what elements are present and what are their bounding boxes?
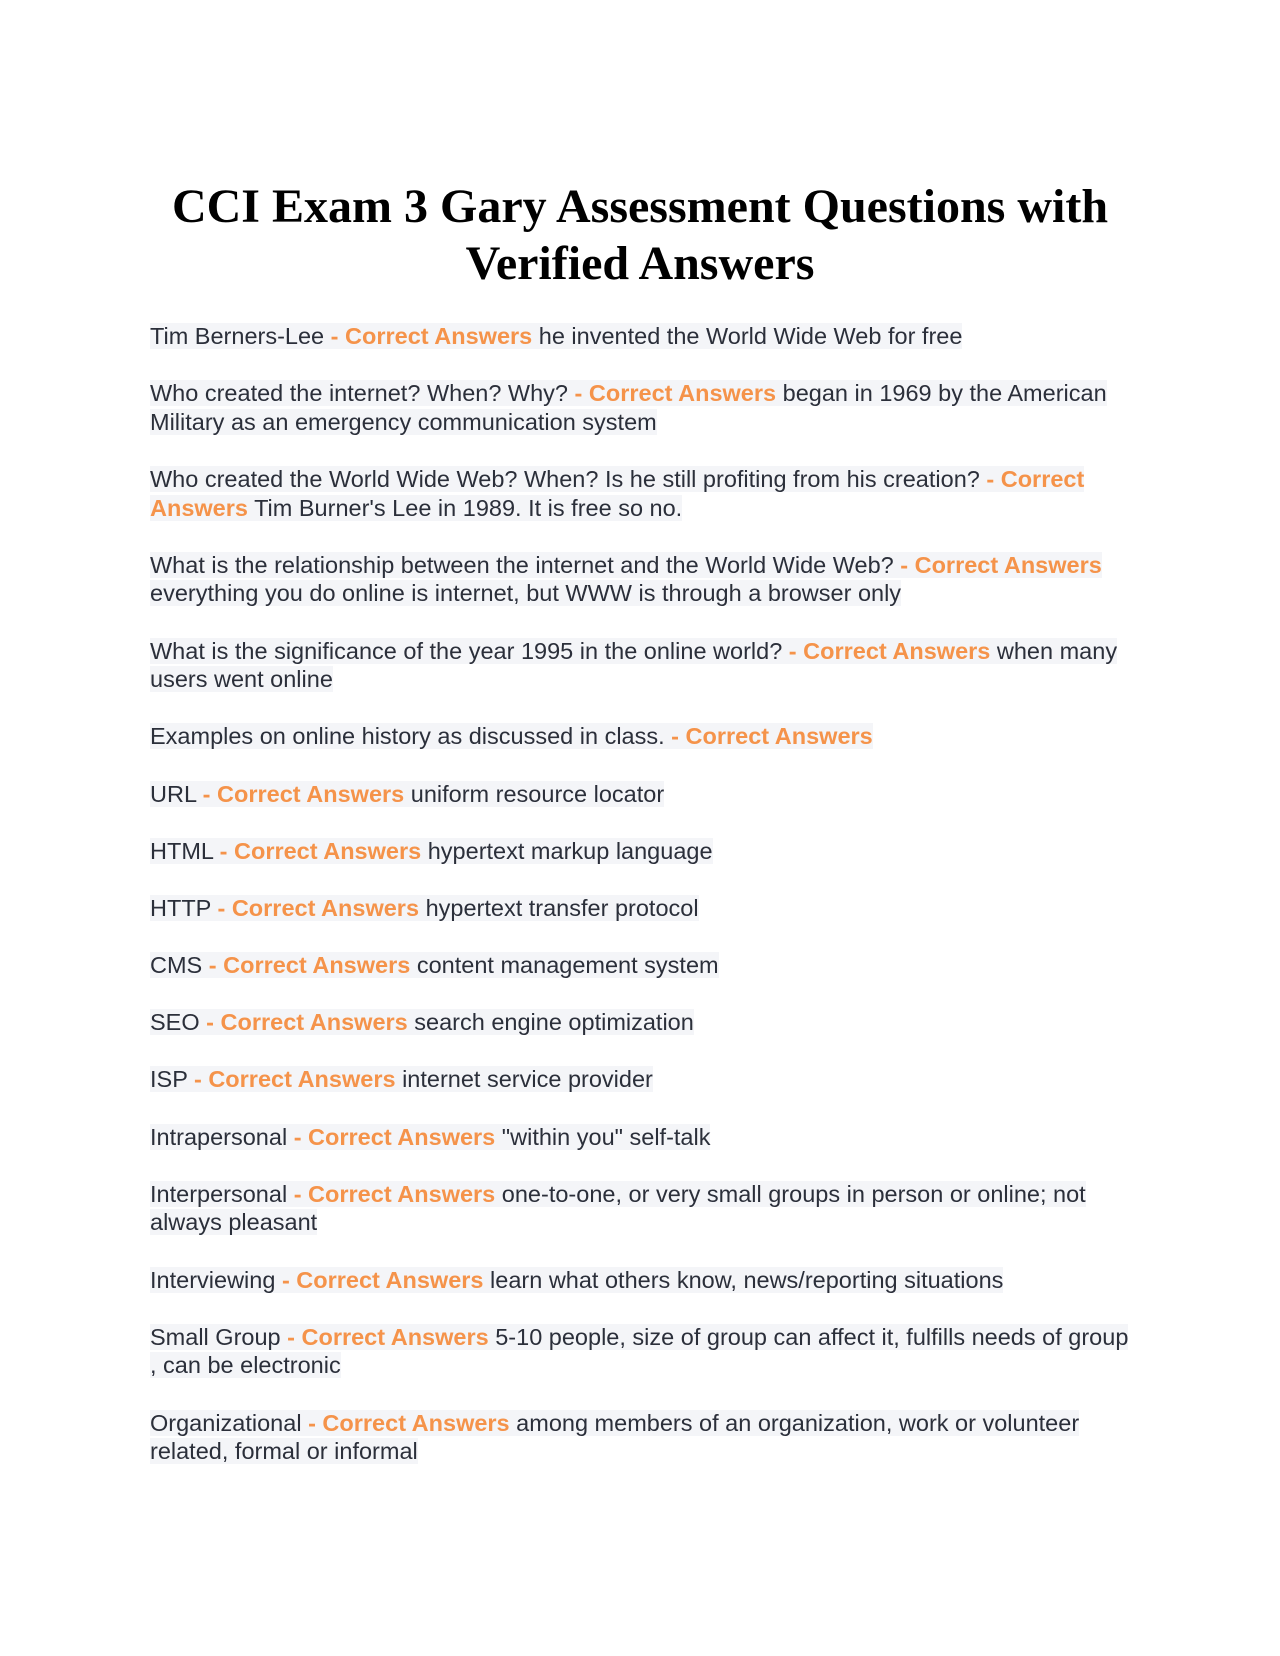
- correct-answers-label: - Correct Answers: [788, 637, 991, 664]
- qa-highlight: [150, 638, 1117, 693]
- qa-highlight: [150, 1066, 653, 1092]
- correct-answers-label: - Correct Answers: [208, 952, 411, 979]
- question-text: Intrapersonal: [150, 1123, 288, 1150]
- qa-item: [150, 1123, 1130, 1152]
- qa-item: [150, 1266, 1130, 1295]
- correct-answers-label: - Correct Answers: [150, 465, 1085, 521]
- correct-answers-label: - Correct Answers: [219, 837, 422, 864]
- answer-text: search engine optimization: [414, 1009, 694, 1036]
- correct-answers-label: - Correct Answers: [330, 323, 533, 349]
- correct-answers-label: - Correct Answers: [293, 1180, 496, 1207]
- qa-item: [150, 379, 1130, 436]
- correct-answers-label: - Correct Answers: [671, 723, 873, 750]
- question-text: HTTP: [150, 894, 211, 921]
- question-text: URL: [150, 780, 197, 807]
- qa-highlight: [150, 723, 873, 749]
- answer-text: among members of an organization, work or volunteer related, formal or informal: [150, 1409, 1080, 1465]
- qa-highlight: [150, 466, 1084, 521]
- correct-answers-label: - Correct Answers: [900, 551, 1102, 578]
- question-text: Small Group: [150, 1323, 281, 1350]
- qa-item: [150, 1008, 1130, 1037]
- answer-text: "within you" self-talk: [501, 1123, 711, 1150]
- question-text: What is the significance of the year 1995 in the online world?: [150, 637, 783, 664]
- answer-text: Tim Burner's Lee in 1989. It is free so no.: [254, 494, 683, 521]
- question-text: SEO: [150, 1009, 200, 1036]
- qa-highlight: [150, 1181, 1086, 1236]
- correct-answers-label: - Correct Answers: [193, 1066, 396, 1093]
- qa-highlight: [150, 323, 962, 349]
- qa-highlight: [150, 1009, 694, 1035]
- question-text: What is the relationship between the internet and the World Wide Web?: [150, 551, 894, 578]
- answer-text: uniform resource locator: [410, 780, 665, 807]
- question-text: Interpersonal: [150, 1180, 288, 1207]
- correct-answers-label: - Correct Answers: [293, 1123, 496, 1150]
- qa-item: [150, 894, 1130, 923]
- question-text: Who created the World Wide Web? When? Is he still profiting from his creation?: [150, 465, 980, 492]
- correct-answers-label: - Correct Answers: [574, 380, 777, 407]
- question-text: Interviewing: [150, 1266, 276, 1293]
- qa-highlight: [150, 1124, 710, 1150]
- correct-answers-label: - Correct Answers: [308, 1409, 510, 1436]
- answer-text: internet service provider: [402, 1066, 653, 1093]
- answer-text: learn what others know, news/reporting situations: [490, 1266, 1004, 1293]
- qa-highlight: [150, 895, 699, 921]
- answer-text: everything you do online is internet, but WWW is through a browser only: [150, 580, 902, 607]
- correct-answers-label: - Correct Answers: [202, 780, 405, 807]
- question-text: Who created the internet? When? Why?: [150, 380, 568, 407]
- question-text: Tim Berners-Lee: [150, 323, 325, 349]
- question-text: Examples on online history as discussed in class.: [150, 723, 665, 750]
- qa-list: [150, 322, 1130, 1494]
- qa-item: [150, 1180, 1130, 1237]
- qa-item: [150, 837, 1130, 866]
- answer-text: began in 1969 by the American Military as an emergency communication system: [150, 380, 1107, 435]
- qa-item: [150, 551, 1130, 608]
- qa-item: [150, 722, 1130, 751]
- qa-item: [150, 951, 1130, 980]
- qa-highlight: [150, 1267, 1003, 1293]
- question-text: Organizational: [150, 1409, 302, 1436]
- answer-text: one-to-one, or very small groups in person or online; not always pleasant: [150, 1180, 1086, 1236]
- correct-answers-label: - Correct Answers: [287, 1323, 489, 1350]
- correct-answers-label: - Correct Answers: [281, 1266, 484, 1293]
- qa-highlight: [150, 952, 719, 978]
- question-text: CMS: [150, 952, 203, 979]
- answer-text: hypertext markup language: [427, 837, 713, 864]
- qa-item: [150, 1323, 1130, 1380]
- question-text: HTML: [150, 837, 214, 864]
- qa-highlight: [150, 838, 713, 864]
- correct-answers-label: - Correct Answers: [206, 1009, 408, 1036]
- answer-text: 5-10 people, size of group can affect it, fulfills needs of group , can be electronic: [150, 1323, 1129, 1379]
- answer-text: he invented the World Wide Web for free: [538, 323, 963, 349]
- qa-item: [150, 1065, 1130, 1094]
- qa-highlight: [150, 380, 1107, 435]
- question-text: ISP: [150, 1066, 188, 1093]
- answer-text: hypertext transfer protocol: [425, 894, 699, 921]
- correct-answers-label: - Correct Answers: [217, 894, 420, 921]
- qa-highlight: [150, 781, 664, 807]
- qa-item: [150, 780, 1130, 809]
- qa-highlight: [150, 1324, 1128, 1379]
- qa-highlight: [150, 1410, 1079, 1465]
- answer-text: when many users went online: [150, 637, 1118, 693]
- qa-highlight: [150, 552, 1102, 607]
- qa-item: [150, 1409, 1130, 1466]
- answer-text: content management system: [416, 952, 719, 979]
- qa-item: [150, 465, 1130, 522]
- document-title: CCI Exam 3 Gary Assessment Questions with Verified Answers: [171, 180, 1109, 290]
- qa-item: [150, 637, 1130, 694]
- qa-item: [150, 322, 1130, 351]
